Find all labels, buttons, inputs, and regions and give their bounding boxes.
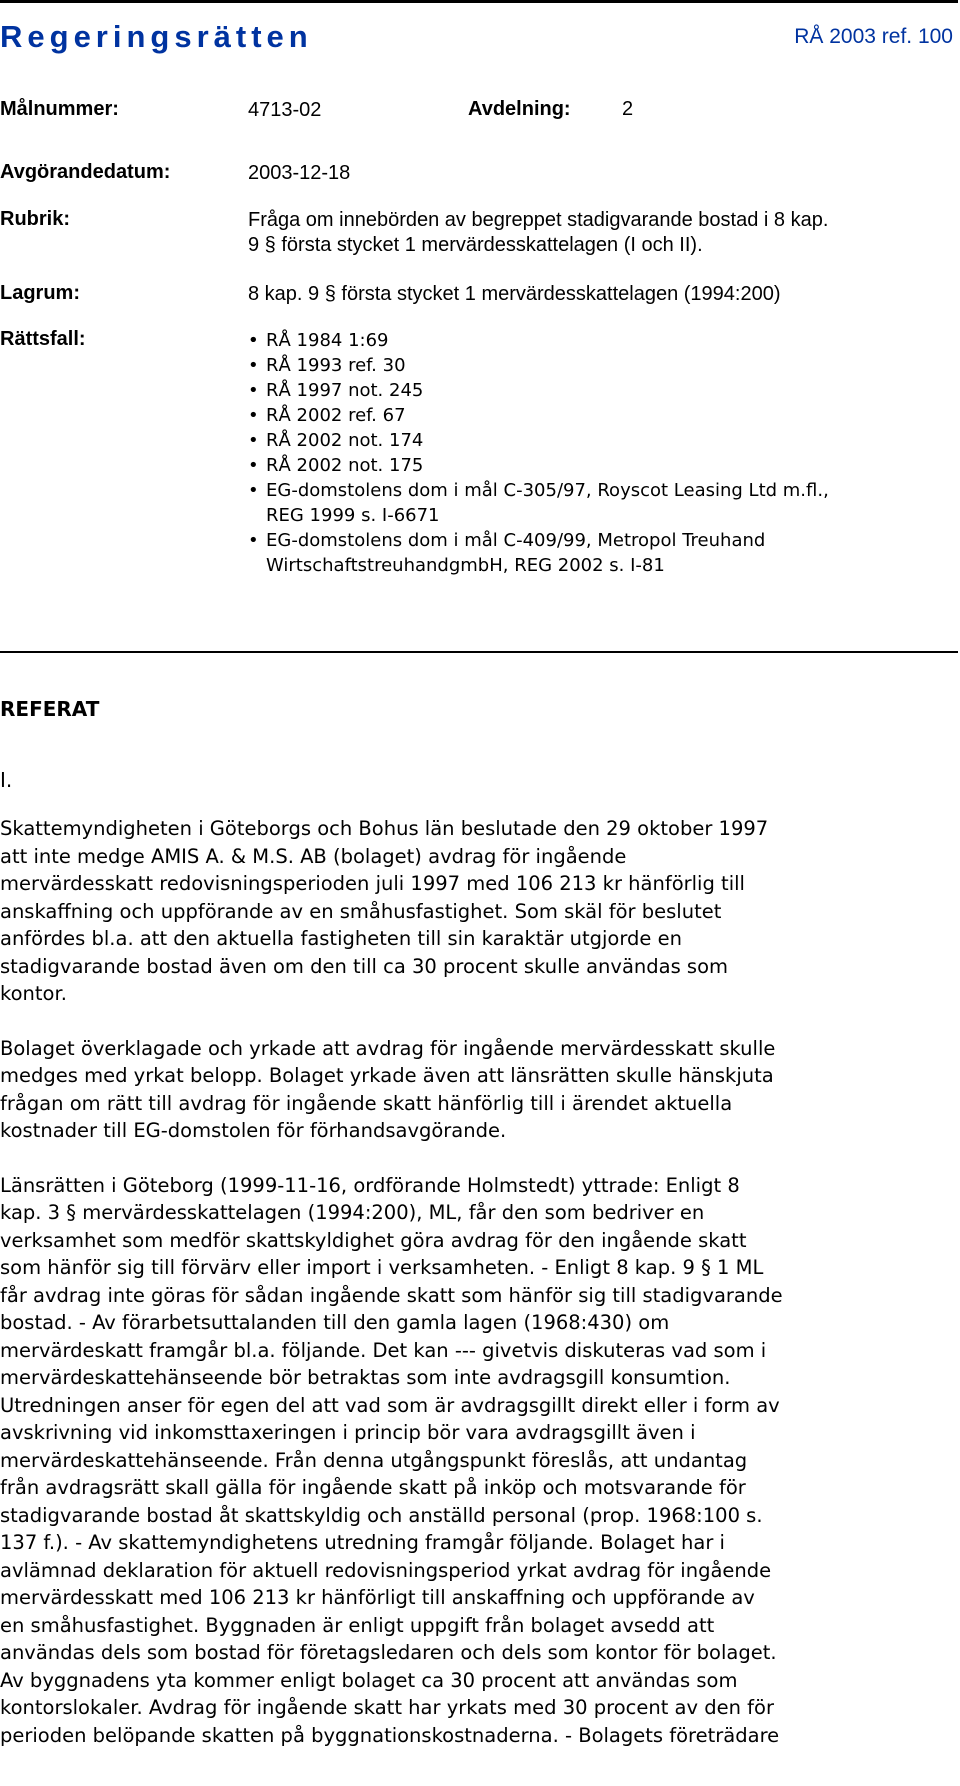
court-title: Regeringsrätten — [0, 19, 313, 54]
text-line: som hänför sig till förvärv eller import i verksamheten. - Enligt 8 kap. 9 § 1 ML — [0, 1256, 764, 1279]
text-line: mervärdeskattehänseende bör betraktas som inte avdragsgill konsumtion. — [0, 1366, 731, 1389]
text-line: från avdragsrätt skall gälla för ingående skatt på inköp och motsvarande för — [0, 1476, 746, 1499]
text-line: mervärdeskatt framgår bl.a. följande. Det kan --- givetvis diskuteras vad som i — [0, 1338, 767, 1362]
case-law-label: Rättsfall: — [0, 328, 86, 350]
text-line: anskaffning och uppförande av en småhusfastighet. Som skäl för beslutet — [0, 899, 722, 923]
heading-line: 9 § första stycket 1 mervärdesskattelagen (I och II). — [248, 234, 703, 256]
paragraph — [0, 1035, 940, 1145]
case-reference: RÅ 2003 ref. 100 — [794, 25, 953, 48]
heading-line: Fråga om innebörden av begreppet stadigvarande bostad i 8 kap. — [248, 209, 829, 231]
text-line: mervärdesskatt med 106 213 kr hänförligt till anskaffning och uppförande av — [0, 1586, 755, 1609]
document-header — [0, 14, 958, 60]
text-line: användas dels som bostad för företagsledaren och dels som kontor för bolaget. — [0, 1641, 777, 1664]
decision-date-label: Avgörandedatum: — [0, 161, 171, 183]
case-line: EG-domstolens dom i mål C-305/97, Royscot Leasing Ltd m.fl., — [266, 480, 829, 501]
text-line: avlämnad deklaration för aktuell redovisningsperiod yrkat avdrag för ingående — [0, 1558, 772, 1582]
top-rule — [0, 0, 958, 3]
list-item: • RÅ 2002 not. 174 — [248, 428, 829, 453]
text-line: Bolaget överklagade och yrkade att avdrag för ingående mervärdesskatt skulle — [0, 1036, 776, 1060]
text-line: Länsrätten i Göteborg (1999-11-16, ordförande Holmstedt) yttrade: Enligt 8 — [0, 1173, 740, 1197]
text-line: kontor. — [0, 982, 67, 1005]
paragraph — [0, 815, 940, 1008]
text-line: mervärdesskatt redovisningsperioden juli 1997 med 106 213 kr hänförlig till — [0, 872, 745, 895]
text-line: kontorslokaler. Avdrag för ingående skatt har yrkats med 30 procent av den för — [0, 1696, 774, 1719]
heading-label: Rubrik: — [0, 208, 70, 230]
text-line: en småhusfastighet. Byggnaden är enligt uppgift från bolaget avsedd att — [0, 1613, 715, 1637]
text-line: perioden belöpande skatten på byggnationskostnaderna. - Bolagets företrädare — [0, 1723, 780, 1747]
target-number-value: 4713-02 — [248, 99, 322, 121]
list-item — [248, 528, 829, 578]
list-item: • RÅ 1993 ref. 30 — [248, 353, 829, 378]
section-number: I. — [0, 768, 13, 792]
text-line: mervärdeskattehänseende. Från denna utgångspunkt föreslås, att undantag — [0, 1448, 748, 1472]
list-item — [248, 478, 829, 528]
text-line: frågan om rätt till avdrag för ingående skatt hänförlig till i ärendet aktuella — [0, 1091, 733, 1115]
section-divider — [0, 651, 958, 653]
decision-date-value: 2003-12-18 — [248, 162, 351, 184]
case-line: EG-domstolens dom i mål C-409/99, Metropol Treuhand — [266, 530, 766, 551]
statute-label: Lagrum: — [0, 282, 80, 304]
text-line: anfördes bl.a. att den aktuella fastigheten till sin karaktär utgjorde en — [0, 927, 682, 950]
text-line: 137 f.). - Av skattemyndighetens utredning framgår följande. Bolaget har i — [0, 1531, 725, 1554]
division-value: 2 — [622, 98, 634, 120]
text-line: bostad. - Av förarbetsuttalanden till den gamla lagen (1968:430) om — [0, 1311, 670, 1334]
text-line: medges med yrkat belopp. Bolaget yrkade även att länsrätten skulle hänskjuta — [0, 1064, 774, 1087]
text-line: kap. 3 § mervärdesskattelagen (1994:200), ML, får den som bedriver en — [0, 1201, 705, 1224]
text-line: Utredningen anser för egen del att vad som är avdragsgillt direkt eller i form av — [0, 1393, 780, 1417]
text-line: får avdrag inte göras för sådan ingående skatt som hänför sig till stadigvarande — [0, 1283, 783, 1307]
list-item: • RÅ 2002 not. 175 — [248, 453, 829, 478]
division-label: Avdelning: — [468, 98, 571, 120]
case-line: REG 1999 s. I-6671 — [266, 505, 440, 526]
list-item: • RÅ 2002 ref. 67 — [248, 403, 829, 428]
statute-value: 8 kap. 9 § första stycket 1 mervärdesskattelagen (1994:200) — [248, 283, 781, 305]
text-line: Av byggnadens yta kommer enligt bolaget ca 30 procent att användas som — [0, 1668, 738, 1692]
text-line: kostnader till EG-domstolen för förhandsavgörande. — [0, 1119, 507, 1142]
target-number-label: Målnummer: — [0, 98, 119, 120]
text-line: att inte medge AMIS A. & M.S. AB (bolaget) avdrag för ingående — [0, 844, 627, 868]
text-line: stadigvarande bostad även om den till ca 30 procent skulle användas som — [0, 954, 729, 978]
list-item: • RÅ 1984 1:69 — [248, 328, 829, 353]
referat-heading: REFERAT — [0, 697, 100, 721]
list-item: • RÅ 1997 not. 245 — [248, 378, 829, 403]
paragraph — [0, 1172, 940, 1750]
case-law-list — [248, 328, 829, 578]
text-line: stadigvarande bostad åt skattskyldig och anställd personal (prop. 1968:100 s. — [0, 1503, 763, 1527]
text-line: Skattemyndigheten i Göteborgs och Bohus län beslutade den 29 oktober 1997 — [0, 817, 769, 840]
referat-body — [0, 815, 940, 1776]
case-line: WirtschaftstreuhandgmbH, REG 2002 s. I-81 — [266, 555, 665, 576]
text-line: avskrivning vid inkomsttaxeringen i princip bör vara avdragsgillt även i — [0, 1421, 696, 1444]
text-line: verksamhet som medför skattskyldighet göra avdrag för den ingående skatt — [0, 1228, 747, 1252]
